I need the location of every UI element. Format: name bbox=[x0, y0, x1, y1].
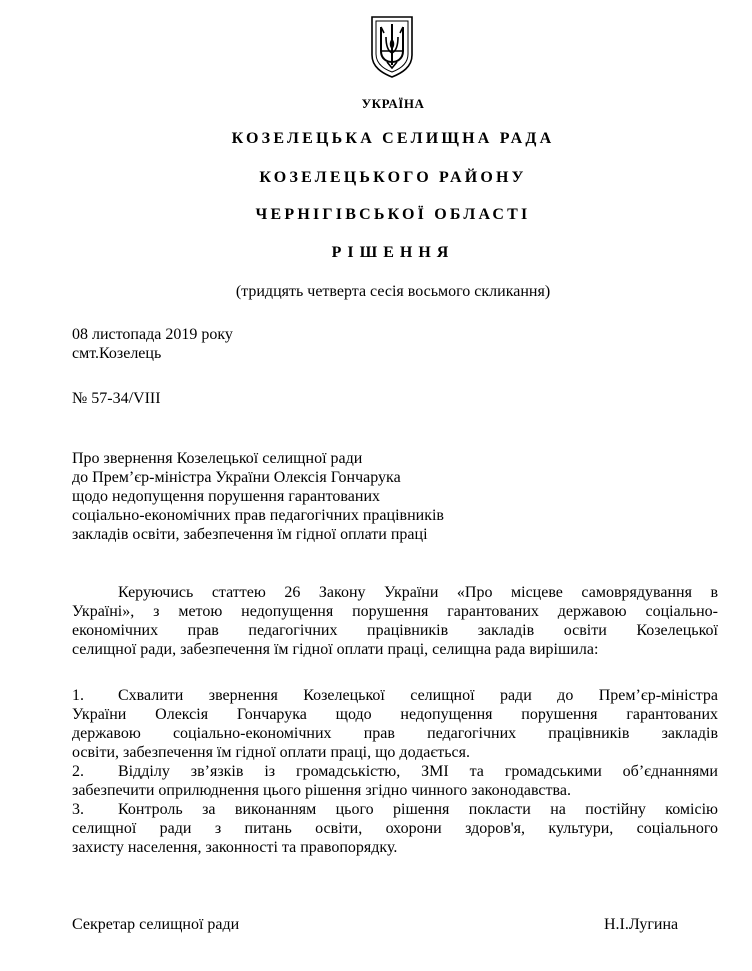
item-line: освіти, забезпечення їм гідної оплати праці, що додається. bbox=[72, 744, 470, 761]
item-line: захисту населення, законності та правопорядку. bbox=[72, 839, 398, 856]
decision-subject bbox=[72, 449, 444, 544]
list-item bbox=[72, 686, 718, 705]
preamble-line: Керуючись статтею 26 Закону України «Про місцеве самоврядування в bbox=[118, 584, 718, 601]
decision-place: смт.Козелець bbox=[72, 345, 162, 362]
district-name: КОЗЕЛЕЦЬКОГО РАЙОНУ bbox=[259, 169, 527, 186]
subject-line: соціально-економічних прав педагогічних працівників bbox=[72, 507, 444, 524]
preamble-line: економічних прав педагогічних працівників закладів освіти Козелецької bbox=[72, 622, 718, 639]
item-number: 2. bbox=[72, 763, 84, 780]
list-item bbox=[72, 800, 718, 819]
decision-items-list bbox=[72, 686, 718, 857]
decision-number: № 57-34/VIII bbox=[72, 390, 161, 407]
signatory-name: Н.І.Лугина bbox=[604, 916, 679, 933]
list-item bbox=[72, 762, 718, 781]
document-type-title: РІШЕННЯ bbox=[331, 244, 455, 261]
decision-date: 08 листопада 2019 року bbox=[72, 326, 233, 343]
session-subtitle: (тридцять четверта сесія восьмого скликання) bbox=[235, 283, 551, 300]
subject-line: до Прем’єр-міністра України Олексія Гончарука bbox=[72, 469, 401, 486]
item-line: селищної ради з питань освіти, охорони здоров'я, культури, соціального bbox=[72, 820, 718, 837]
item-line: Відділу зв’язків із громадськістю, ЗМІ та громадськими об’єднаннями bbox=[118, 763, 718, 780]
item-line: Схвалити звернення Козелецької селищної ради до Прем’єр-міністра bbox=[118, 687, 718, 704]
signatory-position: Секретар селищної ради bbox=[72, 916, 240, 933]
country-heading: УКРАЇНА bbox=[361, 96, 425, 111]
item-line: державою соціально-економічних прав педагогічних працівників закладів bbox=[72, 725, 718, 742]
subject-line: щодо недопущення порушення гарантованих bbox=[72, 488, 380, 505]
preamble-line: селищної ради, забезпечення їм гідної оплати праці, селищна рада вирішила: bbox=[72, 641, 599, 658]
preamble-line: Україні», з метою недопущення порушення гарантованих державою соціально- bbox=[72, 603, 718, 620]
item-number: 3. bbox=[72, 801, 84, 818]
item-line: забезпечити оприлюднення цього рішення згідно чинного законодавства. bbox=[72, 782, 571, 799]
council-name: КОЗЕЛЕЦЬКА СЕЛИЩНА РАДА bbox=[231, 130, 555, 147]
item-line: України Олексія Гончарука щодо недопущення порушення гарантованих bbox=[72, 706, 718, 723]
trident-coat-of-arms-icon bbox=[369, 15, 415, 79]
subject-line: закладів освіти, забезпечення їм гідної оплати праці bbox=[72, 526, 428, 543]
region-name: ЧЕРНІГІВСЬКОЇ ОБЛАСТІ bbox=[255, 206, 531, 223]
subject-line: Про звернення Козелецької селищної ради bbox=[72, 450, 363, 467]
item-number: 1. bbox=[72, 687, 84, 704]
item-line: Контроль за виконанням цього рішення покласти на постійну комісію bbox=[118, 801, 718, 818]
preamble-paragraph bbox=[72, 583, 718, 659]
